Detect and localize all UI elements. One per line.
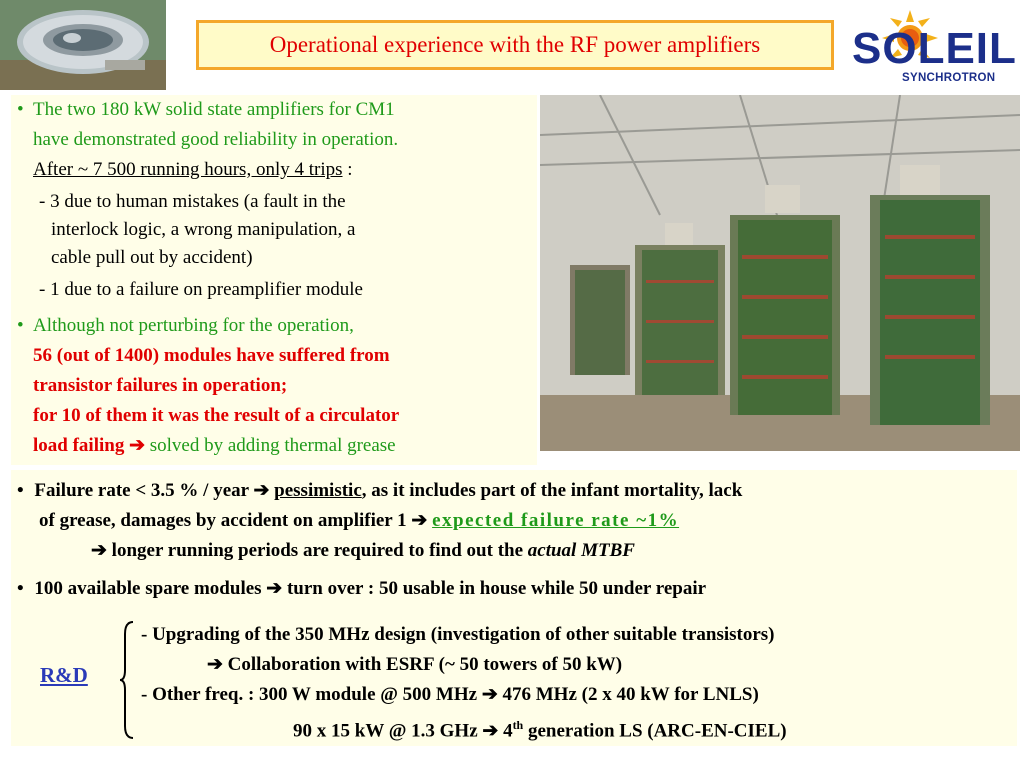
solution-text: solved by adding thermal grease [145, 435, 396, 456]
bullet-icon: • [17, 480, 24, 501]
arrow-icon: ➔ [266, 578, 283, 599]
colon: : [342, 159, 353, 180]
bullet2-line3: transistor failures in operation; [33, 375, 288, 396]
longer-running-text: longer running periods are required to find out the [106, 540, 528, 561]
arrow-icon: ➔ [207, 654, 223, 675]
failure-rate-tail: , as it includes part of the infant mortality, lack [361, 480, 743, 501]
bullet2-line5 [33, 431, 396, 461]
arrow-icon: ➔ [91, 540, 107, 561]
dash1-line3: cable pull out by accident) [51, 247, 253, 268]
failure-rate-line3 [91, 536, 635, 566]
brace-icon [119, 620, 135, 740]
mtbf-panel [11, 470, 1017, 746]
turnover-text: turn over : 50 usable in house while 50 under repair [282, 578, 707, 599]
bullet1-line3 [33, 155, 353, 185]
pessimistic: pessimistic [274, 480, 362, 501]
rnd-item-collaboration [207, 650, 622, 680]
page-title: Operational experience with the RF power amplifiers [269, 32, 761, 57]
arrow-icon: ➔ [481, 684, 498, 705]
rnd-item-freq [141, 680, 759, 710]
rnd-item-ghz [293, 710, 787, 746]
arrow-icon: ➔ [253, 480, 270, 501]
freq-text: - Other freq. : 300 W module @ 500 MHz [141, 684, 482, 705]
arc-en-ciel-text: generation LS (ARC-EN-CIEL) [523, 720, 787, 742]
bullet2-line1: Although not perturbing for the operation, [33, 315, 354, 336]
generation-number: 4 [498, 720, 513, 742]
failure-rate-line1 [17, 476, 742, 506]
bullet1-line1: The two 180 kW solid state amplifiers for CM1 [33, 99, 395, 120]
ghz-text: 90 x 15 kW @ 1.3 GHz [293, 720, 483, 742]
generation-suffix: th [512, 718, 524, 732]
rnd-item-upgrade: - Upgrading of the 350 MHz design (investigation of other suitable transistors) [141, 624, 775, 645]
failure-rate-text: Failure rate < 3.5 % / year [34, 480, 254, 501]
bullet-icon: • [17, 315, 24, 336]
bullet2-line2: 56 (out of 1400) modules have suffered from [33, 345, 390, 366]
reliability-panel [11, 95, 537, 465]
rnd-label: R&D [40, 663, 88, 687]
logo-subtitle: SYNCHROTRON [902, 72, 996, 84]
collaboration-text: Collaboration with ESRF (~ 50 towers of 50 kW) [222, 654, 623, 675]
arrow-icon: ➔ [411, 510, 428, 531]
lnls-text: 476 MHz (2 x 40 kW for LNLS) [497, 684, 759, 705]
logo-wordmark: SOLEIL [852, 24, 1017, 73]
dash2: - 1 due to a failure on preamplifier module [39, 279, 363, 300]
spare-modules-line [17, 574, 706, 604]
amplifier-towers-photo [540, 95, 1020, 451]
trips-summary: After ~ 7 500 running hours, only 4 trips [33, 159, 343, 180]
bullet2-line4: for 10 of them it was the result of a circulator [33, 405, 400, 426]
bullet-icon: • [17, 99, 24, 120]
arrow-icon: ➔ [129, 435, 145, 456]
bullet-failures [19, 311, 354, 341]
failure-rate-line2 [39, 506, 679, 536]
bullet-icon: • [17, 578, 24, 599]
expected-failure-rate: expected failure rate ~1% [432, 510, 680, 531]
bullet-reliability [19, 95, 395, 125]
synchrotron-aerial-photo [0, 0, 166, 90]
arrow-icon: ➔ [482, 720, 499, 742]
soleil-logo [852, 8, 1017, 88]
dash1-line2: interlock logic, a wrong manipulation, a [51, 219, 356, 240]
title-box [196, 20, 834, 70]
load-failing: load failing [33, 435, 125, 456]
actual-mtbf: actual MTBF [527, 540, 635, 561]
dash1-line1: - 3 due to human mistakes (a fault in the [39, 191, 346, 212]
grease-text: of grease, damages by accident on amplifier 1 [39, 510, 412, 531]
spare-modules-text: 100 available spare modules [34, 578, 267, 599]
bullet1-line2: have demonstrated good reliability in operation. [33, 129, 399, 150]
